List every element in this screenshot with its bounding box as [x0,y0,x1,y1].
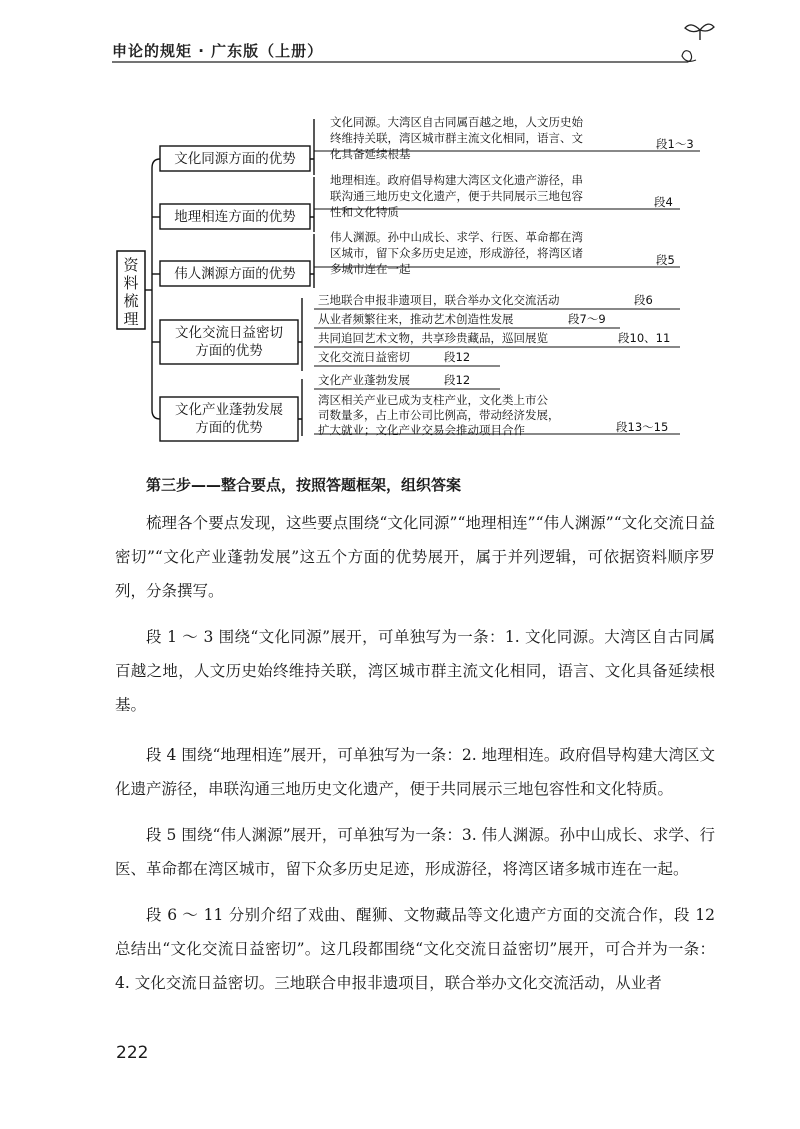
root-label-char: 梳 [123,292,139,310]
note-line: 文化交流日益密切 [318,350,410,364]
paragraph-4: 段 5 围绕“伟人渊源”展开，可单独写为一条：3. 伟人渊源。孙中山成长、求学、行医、革命都在湾区城市，留下众多历史足迹，形成游径，将湾区诸多城市连在一起。 [115,826,715,878]
branch-label: 方面的优势 [195,420,263,436]
paragraph-ref: 段5 [656,253,675,267]
material-mind-map [0,0,800,450]
note-line: 区城市，留下众多历史足迹，形成游径，将湾区诸 [330,246,583,260]
note-line: 地理相连。政府倡导构建大湾区文化遗产游径，串 [330,173,583,187]
page-number: 222 [116,1043,149,1063]
paragraph-5: 段 6 ～ 11 分别介绍了戏曲、醒狮、文物藏品等文化遗产方面的交流合作，段 12 总结出“文化交流日益密切”。这几段都围绕“文化交流日益密切”展开，可合并为一条：4. 文化交流日益密切。三地联合申报非遗项目，联合举办文化交流活动，从业者 [115,906,715,992]
paragraph-ref: 段12 [444,350,471,364]
paragraph-3: 段 4 围绕“地理相连”展开，可单独写为一条：2. 地理相连。政府倡导构建大湾区文化遗产游径，串联沟通三地历史文化遗产，便于共同展示三地包容性和文化特质。 [115,746,715,798]
note-line: 共同追回艺术文物，共享珍贵藏品，巡回展览 [318,331,548,345]
branch-label: 地理相连方面的优势 [174,209,296,225]
step-heading: 第三步——整合要点，按照答题框架，组织答案 [146,476,462,494]
note-line: 伟人渊源。孙中山成长、求学、行医、革命都在湾 [330,230,583,244]
note-line: 从业者频繁往来，推动艺术创造性发展 [318,312,514,326]
note-line: 联沟通三地历史文化遗产，便于共同展示三地包容 [330,189,583,203]
root-label-char: 资 [123,256,139,274]
note-line: 化具备延续根基 [330,147,411,161]
note-line: 性和文化特质 [330,205,399,219]
branch-label: 方面的优势 [195,343,263,359]
paragraph-ref: 段7～9 [568,312,606,326]
note-line: 文化同源。大湾区自古同属百越之地，人文历史始 [330,115,583,129]
root-label-char: 理 [123,310,139,328]
paragraph-ref: 段10、11 [618,331,671,345]
note-line: 文化产业蓬勃发展 [318,373,410,387]
note-line: 多城市连在一起 [330,262,411,276]
root-label-char: 料 [123,274,139,292]
branch-label: 文化产业蓬勃发展 [175,402,283,418]
paragraph-1: 梳理各个要点发现，这些要点围绕“文化同源”“地理相连”“伟人渊源”“文化交流日益密切”“文化产业蓬勃发展”这五个方面的优势展开，属于并列逻辑，可依据资料顺序罗列，分条撰写。 [115,514,715,600]
paragraph-ref: 段12 [444,373,471,387]
paragraph-ref: 段1～3 [656,137,694,151]
paragraph-ref: 段13～15 [616,420,669,434]
branch-label: 文化交流日益密切 [175,325,283,341]
note-line: 终维持关联，湾区城市群主流文化相同，语言、文 [330,131,583,145]
paragraph-ref: 段6 [634,293,653,307]
branch-label: 伟人渊源方面的优势 [174,266,296,282]
running-header: 申论的规矩 · 广东版（上册） [112,42,324,60]
note-line: 三地联合申报非遗项目，联合举办文化交流活动 [318,293,560,307]
note-line: 湾区相关产业已成为支柱产业，文化类上市公 [318,393,548,407]
note-line: 司数量多，占上市公司比例高，带动经济发展， [318,408,560,422]
paragraph-ref: 段4 [654,195,673,209]
paragraph-2: 段 1 ～ 3 围绕“文化同源”展开，可单独写为一条：1. 文化同源。大湾区自古同属百越之地，人文历史始终维持关联，湾区城市群主流文化相同，语言、文化具备延续根基。 [115,628,715,714]
branch-label: 文化同源方面的优势 [174,151,296,167]
note-line: 扩大就业；文化产业交易会推动项目合作 [318,423,525,437]
